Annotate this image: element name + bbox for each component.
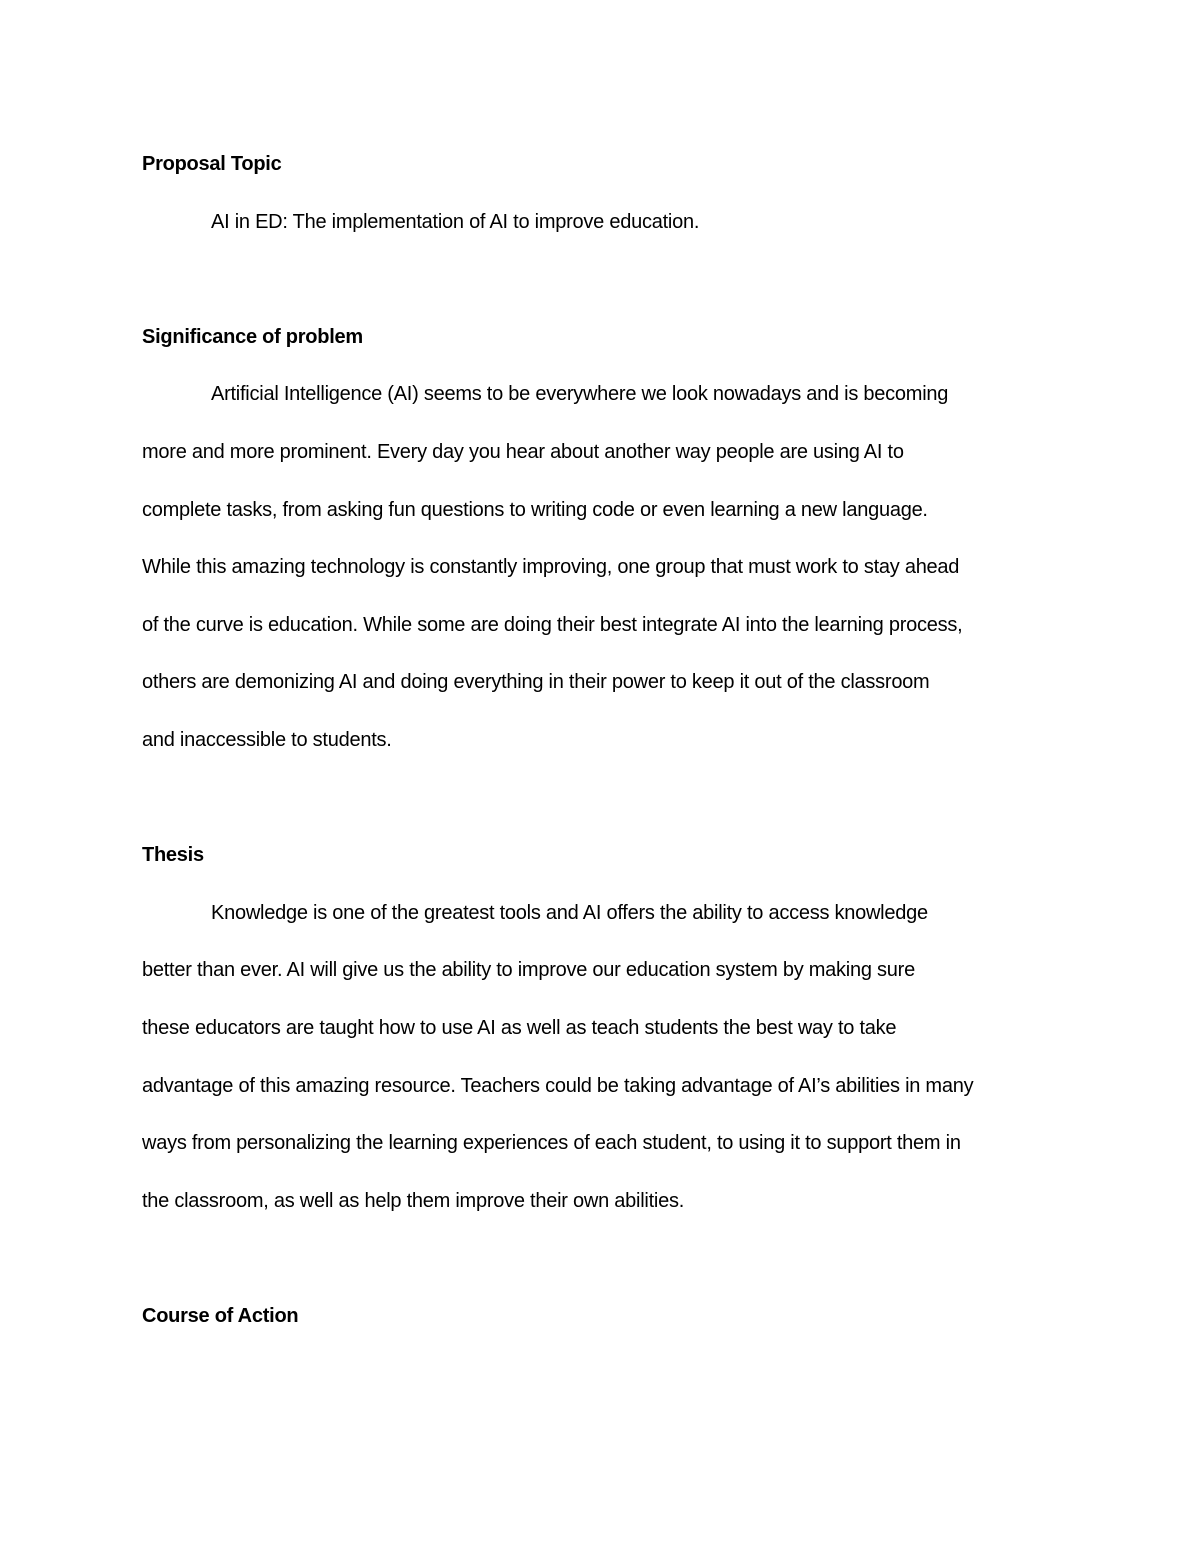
text-line: better than ever. AI will give us the ability to improve our education system by making sure [142, 959, 915, 982]
section-spacer [142, 251, 1062, 309]
text-line: AI in ED: The implementation of AI to improve education. [211, 210, 700, 233]
significance-heading: Significance of problem [142, 325, 363, 348]
course-of-action-heading: Course of Action [142, 1304, 299, 1327]
proposal-topic-heading: Proposal Topic [142, 153, 282, 175]
significance-paragraph [142, 366, 1062, 769]
section-spacer [142, 770, 1062, 828]
text-line: ways from personalizing the learning experiences of each student, to using it to support them in [142, 1132, 961, 1155]
thesis-heading: Thesis [142, 844, 204, 867]
text-line: Knowledge is one of the greatest tools and AI offers the ability to access knowledge [211, 901, 928, 924]
section-spacer [142, 1230, 1062, 1288]
text-line: advantage of this amazing resource. Teachers could be taking advantage of AI’s abilities in many [142, 1074, 974, 1097]
text-line: more and more prominent. Every day you hear about another way people are using AI to [142, 440, 904, 463]
text-line: and inaccessible to students. [142, 728, 392, 751]
text-line: the classroom, as well as help them improve their own abilities. [142, 1189, 685, 1212]
text-line: complete tasks, from asking fun questions to writing code or even learning a new language. [142, 498, 928, 521]
document-body [142, 136, 1062, 1345]
text-line: While this amazing technology is constantly improving, one group that must work to stay ahead [142, 556, 960, 579]
text-line: of the curve is education. While some are doing their best integrate AI into the learning process, [142, 613, 963, 636]
text-line: these educators are taught how to use AI as well as teach students the best way to take [142, 1016, 897, 1039]
proposal-topic-text [142, 194, 1062, 252]
text-line: Artificial Intelligence (AI) seems to be everywhere we look nowadays and is becoming [211, 383, 949, 406]
text-line: others are demonizing AI and doing everything in their power to keep it out of the classroom [142, 671, 930, 694]
thesis-paragraph [142, 885, 1062, 1231]
